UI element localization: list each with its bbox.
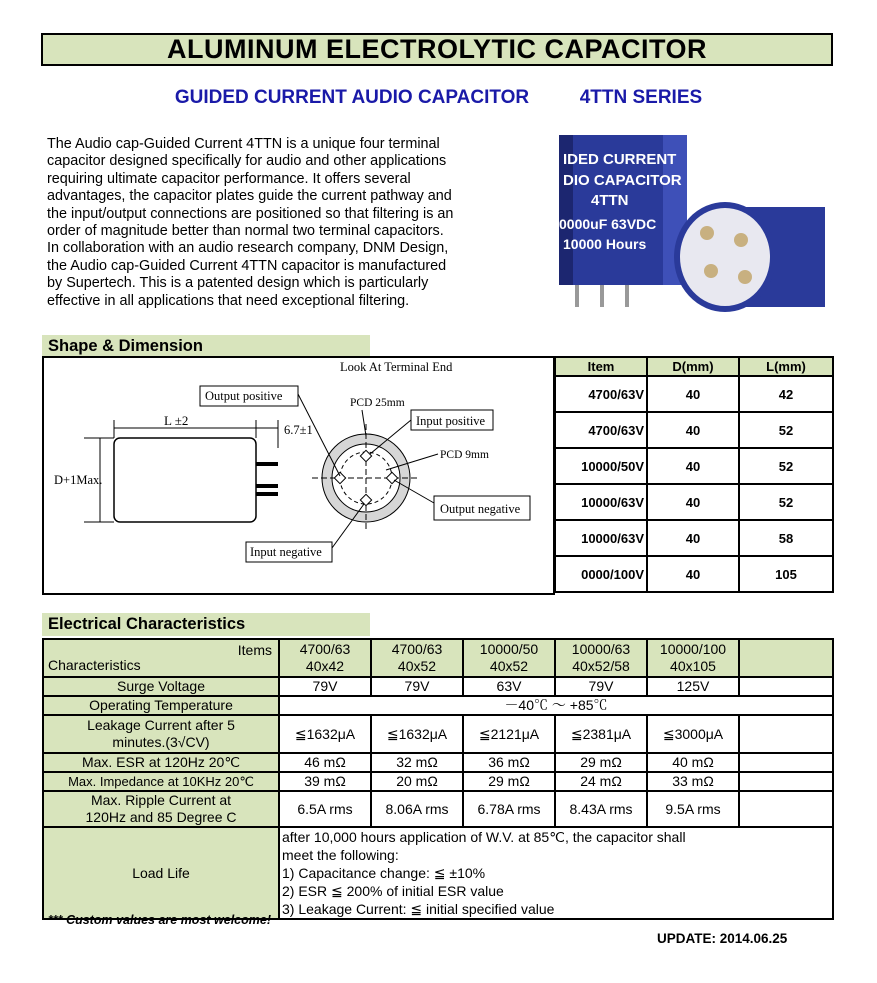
table-row [43, 677, 833, 696]
table-cell: 40 [647, 448, 739, 484]
intro-line: the Audio cap-Guided Current 4TTN capacitor is manufactured [47, 257, 447, 274]
subtitle-product: GUIDED CURRENT AUDIO CAPACITOR [174, 87, 530, 108]
load-life-text [279, 827, 833, 919]
table-cell: 105 [739, 556, 833, 592]
column-header-line: 10000/50 [479, 641, 539, 657]
column-header: Item [555, 357, 647, 376]
table-row [43, 715, 833, 753]
row-label: Max. Impedance at 10KHz 20℃ [43, 772, 279, 791]
table-cell: 40 mΩ [647, 753, 739, 772]
row-label: Load Life [43, 827, 279, 919]
characteristics-label: Characteristics [48, 657, 141, 673]
table-cell: 79V [555, 677, 647, 696]
dimension-table [554, 356, 834, 593]
table-cell: 10000/50V [555, 448, 647, 484]
table-header-row [43, 639, 833, 677]
column-header [647, 639, 739, 677]
shape-dimension-heading: Shape & Dimension [42, 335, 370, 357]
table-header-row [555, 357, 833, 376]
column-header [555, 639, 647, 677]
row-label [43, 791, 279, 827]
table-row [555, 448, 833, 484]
table-cell: 36 mΩ [463, 753, 555, 772]
table-row [555, 412, 833, 448]
table-cell: 40 [647, 520, 739, 556]
items-label: Items [237, 642, 272, 658]
table-cell: 52 [739, 412, 833, 448]
intro-line: The Audio cap-Guided Current 4TTN is a unique four terminal [47, 136, 440, 152]
table-cell: 33 mΩ [647, 772, 739, 791]
table-row [43, 827, 833, 919]
table-cell: 125V [647, 677, 739, 696]
table-cell: 29 mΩ [463, 772, 555, 791]
column-header: L(mm) [739, 357, 833, 376]
table-cell [739, 753, 833, 772]
row-label-line: Max. Ripple Current at [90, 792, 232, 808]
items-characteristics-header [43, 639, 279, 677]
column-header [279, 639, 371, 677]
table-row [43, 772, 833, 791]
look-at-label: Look At Terminal End [340, 360, 453, 374]
terminal-pin [256, 462, 278, 466]
table-row [43, 791, 833, 827]
table-cell: 8.43A rms [555, 791, 647, 827]
input-negative-label: Input negative [250, 545, 322, 559]
pcd9-label: PCD 9mm [440, 449, 489, 461]
capacitor-side-outline [114, 438, 256, 522]
table-cell: 4700/63V [555, 376, 647, 412]
load-life-line: meet the following: [282, 847, 399, 863]
length-label: L ±2 [164, 413, 189, 428]
table-cell: 40 [647, 556, 739, 592]
table-cell: 40 [647, 412, 739, 448]
intro-line: advantages, the capacitor plates guide the current pathway and [47, 188, 452, 205]
photo-label-line: 4TTN [591, 192, 629, 209]
table-cell: －40℃ ～ +85℃ [279, 696, 833, 715]
column-header-line: 4700/63 [299, 641, 351, 657]
column-header-line: 40x52 [489, 658, 529, 674]
column-header [371, 639, 463, 677]
empty-header-cell [739, 639, 833, 677]
table-cell [739, 791, 833, 827]
intro-line: effective in all applications that need exceptional filtering. [47, 292, 410, 309]
output-negative-label: Output negative [440, 502, 521, 516]
dimension-drawing [44, 358, 553, 593]
load-life-line: 1) Capacitance change: ≦ ±10% [282, 865, 486, 881]
row-label-line: minutes.(3√CV) [112, 734, 210, 750]
column-header-line: 40x52 [397, 658, 437, 674]
terminal-pin [256, 492, 278, 496]
table-cell: ≦1632μA [371, 715, 463, 753]
table-cell: 0000/100V [555, 556, 647, 592]
table-cell: 8.06A rms [371, 791, 463, 827]
load-life-line: after 10,000 hours application of W.V. at 85℃, the capacitor shall [282, 829, 686, 845]
intro-line: capacitor designed specifically for audio and other applications [47, 153, 447, 170]
table-row [43, 696, 833, 715]
table-row [555, 376, 833, 412]
terminal-pin [256, 484, 278, 488]
table-cell: 20 mΩ [371, 772, 463, 791]
table-cell: 29 mΩ [555, 753, 647, 772]
intro-paragraph [47, 136, 557, 310]
load-life-line: 3) Leakage Current: ≦ initial specified value [282, 901, 555, 917]
table-cell: 24 mΩ [555, 772, 647, 791]
intro-line: In collaboration with an audio research company, DNM Design, [47, 240, 449, 257]
column-header: D(mm) [647, 357, 739, 376]
table-cell: 63V [463, 677, 555, 696]
table-cell: ≦2121μA [463, 715, 555, 753]
table-cell: 40 [647, 484, 739, 520]
intro-line: requiring ultimate capacitor performance. It offers several [47, 170, 411, 187]
dimension-diagram [42, 356, 555, 595]
table-row [555, 556, 833, 592]
series-subtitle [0, 87, 877, 109]
load-life-line: 2) ESR ≦ 200% of initial ESR value [282, 883, 504, 899]
table-cell: 6.5A rms [279, 791, 371, 827]
row-label: Surge Voltage [43, 677, 279, 696]
page-title: ALUMINUM ELECTROLYTIC CAPACITOR [41, 33, 833, 66]
row-label: Max. ESR at 120Hz 20℃ [43, 753, 279, 772]
table-cell: 79V [279, 677, 371, 696]
table-cell: 32 mΩ [371, 753, 463, 772]
column-header-line: 40x105 [670, 658, 716, 674]
table-cell [739, 772, 833, 791]
table-cell: ≦1632μA [279, 715, 371, 753]
column-header-line: 4700/63 [391, 641, 443, 657]
row-label-line: 120Hz and 85 Degree C [85, 809, 237, 825]
column-header-line: 10000/100 [659, 641, 727, 657]
photo-label-line: DIO CAPACITOR [563, 172, 682, 189]
diameter-label: D+1Max. [54, 473, 103, 487]
table-cell: ≦3000μA [647, 715, 739, 753]
pcd25-label: PCD 25mm [350, 397, 405, 409]
intro-line: the input/output connections are positioned so that filtering is an [47, 205, 454, 222]
table-cell: 52 [739, 448, 833, 484]
table-cell: 9.5A rms [647, 791, 739, 827]
intro-line: order of magnitude better than normal two terminal capacitors. [47, 223, 444, 240]
intro-line: by Supertech. This is a patented design which is particularly [47, 275, 429, 292]
table-cell: 6.78A rms [463, 791, 555, 827]
table-cell: 58 [739, 520, 833, 556]
update-date: UPDATE: 2014.06.25 [657, 931, 788, 946]
table-cell: 46 mΩ [279, 753, 371, 772]
electrical-heading: Electrical Characteristics [42, 613, 370, 636]
photo-label-line: 0000uF 63VDC [559, 216, 657, 232]
table-cell: 79V [371, 677, 463, 696]
table-cell: ≦2381μA [555, 715, 647, 753]
input-positive-label: Input positive [416, 414, 486, 428]
terminal-length-label: 6.7±1 [284, 423, 313, 437]
row-label-line: Leakage Current after 5 [87, 717, 235, 733]
table-cell [739, 715, 833, 753]
table-row [43, 753, 833, 772]
table-cell: 10000/63V [555, 484, 647, 520]
column-header-line: 10000/63 [571, 641, 631, 657]
custom-values-note: *** Custom values are most welcome! [48, 913, 271, 927]
column-header-line: 40x42 [305, 658, 345, 674]
photo-label-line: IDED CURRENT [563, 151, 677, 168]
table-row [555, 520, 833, 556]
capacitor-photo [555, 135, 830, 315]
photo-label-line: 10000 Hours [563, 236, 647, 252]
column-header-line: 40x52/58 [572, 658, 630, 674]
column-header [463, 639, 555, 677]
table-cell: 52 [739, 484, 833, 520]
table-row [555, 484, 833, 520]
table-cell: 4700/63V [555, 412, 647, 448]
subtitle-series: 4TTN SERIES [579, 87, 703, 108]
row-label [43, 715, 279, 753]
table-cell: 42 [739, 376, 833, 412]
output-positive-label: Output positive [205, 389, 283, 403]
row-label: Operating Temperature [43, 696, 279, 715]
table-cell: 40 [647, 376, 739, 412]
table-cell [739, 677, 833, 696]
table-cell: 39 mΩ [279, 772, 371, 791]
table-cell: 10000/63V [555, 520, 647, 556]
electrical-table [42, 638, 834, 920]
